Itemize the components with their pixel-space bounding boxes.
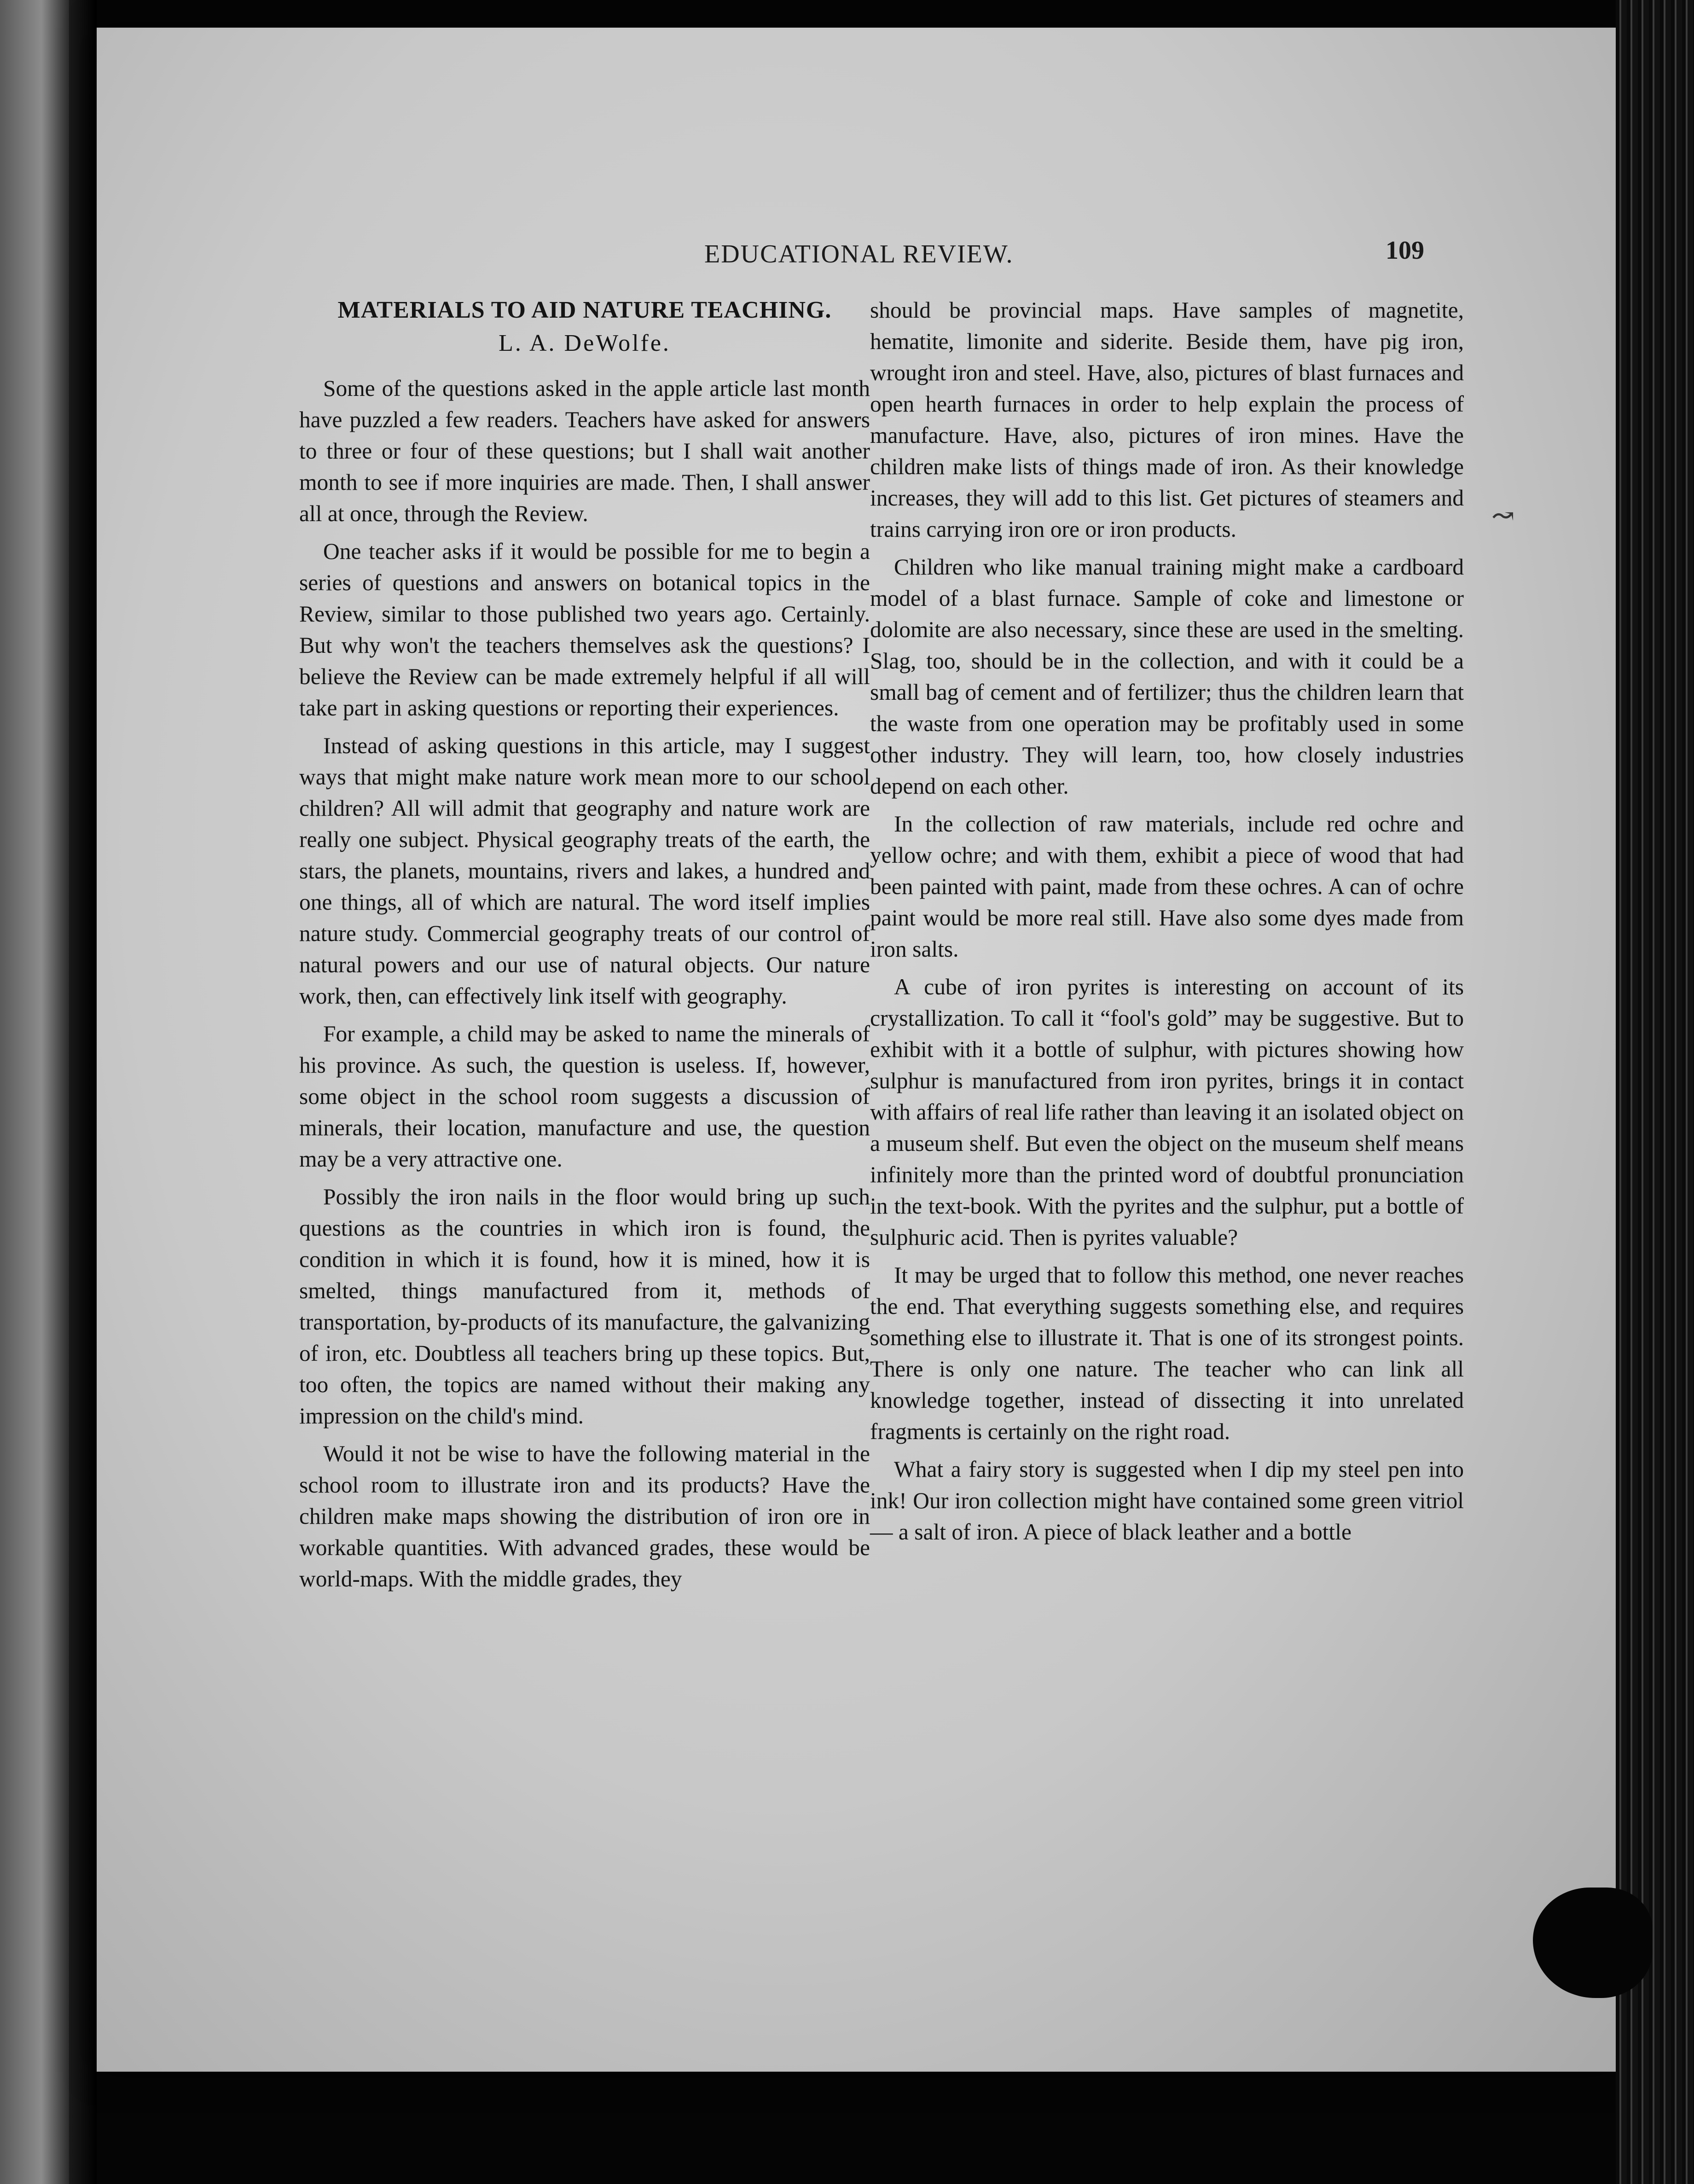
left-column	[299, 295, 870, 1601]
paragraph: In the collection of raw materials, include red ochre and yellow ochre; and with them, exhibit a piece of wood that had been painted with paint, made from these ochres. A can of ochre paint would be more real still. Have also some dyes made from iron salts.	[870, 811, 1464, 962]
paragraph: One teacher asks if it would be possible for me to begin a series of questions and answers on botanical topics in the Review, similar to those published two years ago. Certainly. But why won't the teachers themselves ask the questions? I believe the Review can be made extremely helpful if all will take part in asking questions or reporting their experiences.	[299, 539, 870, 720]
book-edge-stack	[1616, 0, 1694, 2184]
paragraph: should be provincial maps. Have samples of magnetite, hematite, limonite and siderite. Beside them, have pig iron, wrought iron and steel. Have, also, pictures of blast furnaces and open hearth furnaces in order to help explain the process of manufacture. Have, also, pictures of iron mines. Have the children make lists of things made of iron. As their knowledge increases, they will add to this list. Get pictures of steamers and trains carrying iron ore or iron products.	[870, 297, 1464, 542]
paragraph: Some of the questions asked in the apple article last month have puzzled a few readers. Teachers have asked for answers to three or four of these questions; but I shall wait another month to see if more inquiries are made. Then, I shall answer all at once, through the Review.	[299, 376, 870, 526]
paragraph: Possibly the iron nails in the floor would bring up such questions as the countries in which iron is found, the condition in which it is found, how it is mined, how it is smelted, things manufactured from it, methods of transportation, by-products of its manufacture, the galvanizing of iron, etc. Doubtless all teachers bring up these topics. But, too often, the topics are named without their making any impression on the child's mind.	[299, 1184, 870, 1429]
page-number: 109	[1386, 236, 1424, 265]
article-title: MATERIALS TO AID NATURE TEACHING.	[337, 297, 832, 323]
article-author: L. A. DeWolfe.	[499, 330, 671, 356]
paragraph: A cube of iron pyrites is interesting on account of its crystallization. To call it “fool's gold” may be suggestive. But to exhibit with it a bottle of sulphur, with pictures showing how sulphur is manufactured from iron pyrites, brings it in contact with affairs of real life rather than leaving it an isolated object on a museum shelf. But even the object on the museum shelf means infinitely more than the printed word of doubtful pronunciation in the text-book. With the pyrites and the sulphur, put a bottle of sulphuric acid. Then is pyrites valuable?	[870, 974, 1464, 1250]
paragraph: What a fairy story is suggested when I dip my steel pen into ink! Our iron collection might have contained some green vitriol — a salt of iron. A piece of black leather and a bottle	[870, 1457, 1464, 1545]
right-column	[870, 295, 1464, 1554]
adjacent-page-edge	[0, 0, 69, 2184]
book-gutter	[69, 0, 97, 2184]
running-header: EDUCATIONAL REVIEW.	[704, 240, 1014, 268]
paragraph: It may be urged that to follow this method, one never reaches the end. That everything suggests something else, and requires something else to illustrate it. That is one of its strongest points. There is only one nature. The teacher who can link all knowledge together, instead of dissecting it into unrelated fragments is certainly on the right road.	[870, 1262, 1464, 1444]
pencil-mark-icon: ↝	[1491, 500, 1515, 531]
paragraph: Children who like manual training might make a cardboard model of a blast furnace. Sample of coke and limestone or dolomite are also necessary, since these are used in the smelting. Slag, too, should be in the collection, and with it could be a small bag of cement and of fertilizer; thus the children learn that the waste from one operation may be profitably used in some other industry. They will learn, too, how closely industries depend on each other.	[870, 554, 1464, 799]
paragraph: Instead of asking questions in this article, may I suggest ways that might make nature work mean more to our school children? All will admit that geography and nature work are really one subject. Physical geography treats of the earth, the stars, the planets, mountains, rivers and lakes, a hundred and one things, all of which are natural. The word itself implies nature study. Commercial geography treats of our control of natural powers and our use of natural objects. Our nature work, then, can effectively link itself with geography.	[299, 733, 870, 1009]
paragraph: Would it not be wise to have the following material in the school room to illustrate iron and its products? Have the children make maps showing the distribution of iron ore in workable quantities. With advanced grades, these would be world-maps. With the middle grades, they	[299, 1441, 870, 1592]
paragraph: For example, a child may be asked to name the minerals of his province. As such, the question is useless. If, however, some object in the school room suggests a discussion of minerals, their location, manufacture and use, the question may be a very attractive one.	[299, 1021, 870, 1172]
